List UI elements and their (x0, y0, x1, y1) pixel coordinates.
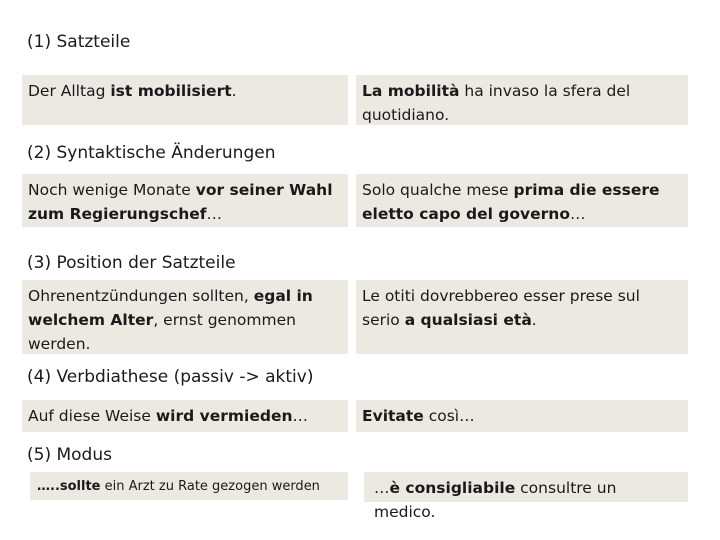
text-segment: così… (423, 407, 475, 425)
text-segment-bold: è consigliabile (389, 479, 516, 497)
text-segment: Noch wenige Monate (28, 181, 196, 199)
text-segment-bold: a qualsiasi età (404, 311, 532, 329)
text-segment-bold: vor seiner Wahl zum Regierungschef (28, 181, 333, 223)
text-segment-bold: La mobilità (362, 82, 460, 100)
text-segment: … (570, 205, 586, 223)
text-segment-bold: egal in welchem Alter (28, 287, 313, 329)
section-title-1: (1) Satzteile (27, 32, 131, 52)
text-segment: ha invaso la sfera del quotidiano. (362, 82, 631, 124)
italian-example-1 (356, 75, 688, 125)
german-example-5 (30, 472, 348, 500)
text-segment: . (531, 311, 537, 329)
section-title-5: (5) Modus (27, 445, 112, 465)
section-title-3: (3) Position der Satzteile (27, 253, 236, 273)
text-segment: . (231, 82, 237, 100)
italian-example-5 (364, 472, 688, 521)
italian-example-2 (356, 174, 688, 227)
text-segment: Solo qualche mese (362, 181, 514, 199)
section-title-4: (4) Verbdiathese (passiv -> aktiv) (27, 367, 314, 387)
italian-example-3 (356, 280, 688, 354)
german-example-4 (22, 400, 348, 432)
text-segment: ein Arzt zu Rate gezogen werden (100, 479, 320, 494)
text-segment: Der Alltag (28, 82, 111, 100)
german-example-3 (22, 280, 348, 354)
german-example-2 (22, 174, 348, 227)
text-segment: , ernst genommen werden. (28, 311, 296, 353)
text-segment-bold: …..sollte (37, 479, 101, 494)
text-segment-bold: prima die essere eletto capo del governo (362, 181, 660, 223)
text-segment: Ohrenentzündungen sollten, (28, 287, 254, 305)
text-segment: Le otiti dovrebbereo esser prese sul serio (362, 287, 640, 329)
text-segment: … (374, 479, 390, 497)
italian-example-4 (356, 400, 688, 432)
text-segment: … (292, 407, 308, 425)
section-title-2: (2) Syntaktische Änderungen (27, 143, 276, 163)
text-segment: consultre un medico. (374, 479, 617, 521)
text-segment-bold: ist mobilisiert (110, 82, 232, 100)
text-segment-bold: Evitate (362, 407, 424, 425)
german-example-1 (22, 75, 348, 125)
text-segment-bold: wird vermieden (155, 407, 293, 425)
text-segment: Auf diese Weise (28, 407, 156, 425)
text-segment: … (206, 205, 222, 223)
